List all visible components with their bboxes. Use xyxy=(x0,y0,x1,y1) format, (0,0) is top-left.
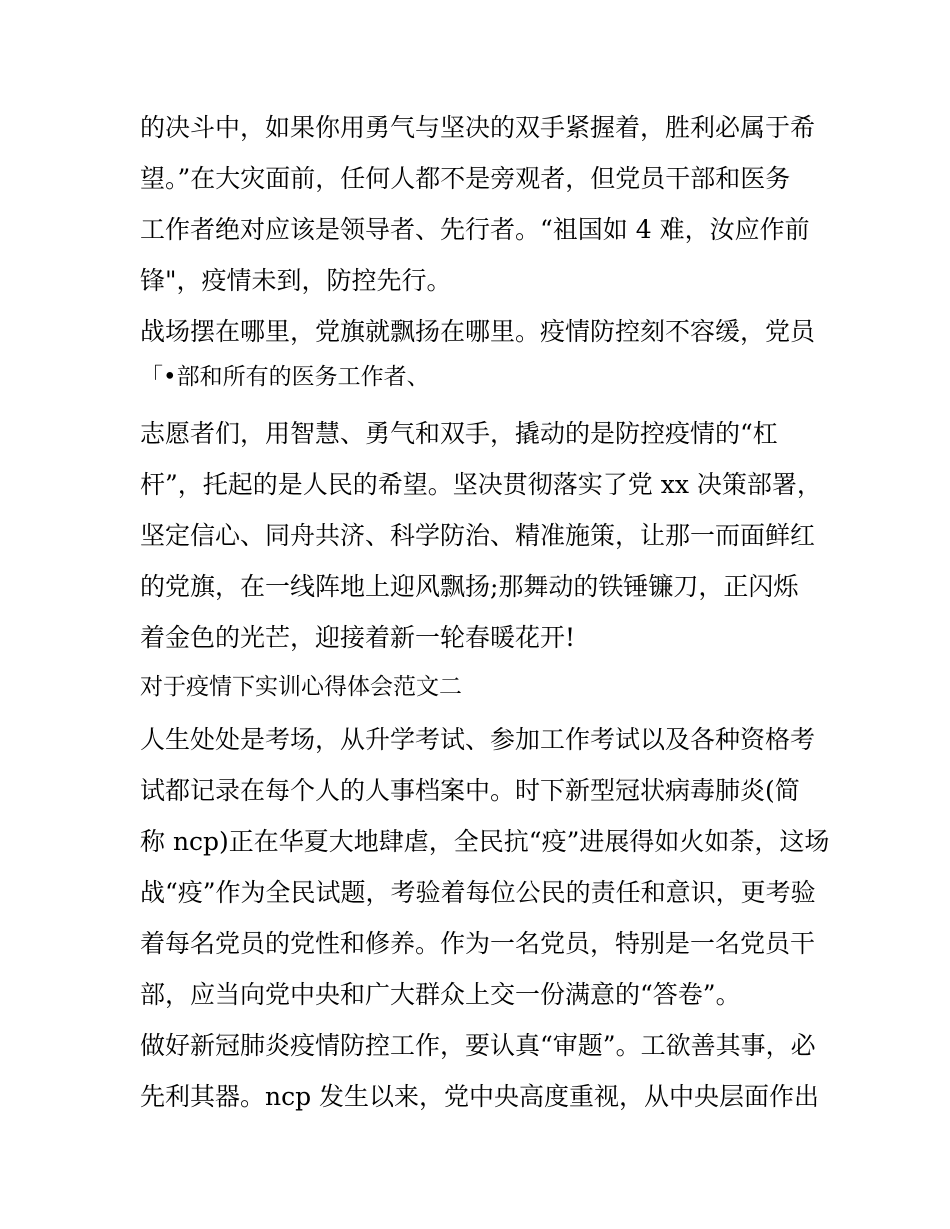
text-line-10: 的党旗，在一线阵地上迎风飘扬;那舞动的铁锤镰刀，正闪烁 xyxy=(140,572,799,601)
text-line-7: 志愿者们，用智慧、勇气和双手，撬动的是防控疫情的“杠 xyxy=(140,419,778,448)
text-line-2: 望。”在大灾面前，任何人都不是旁观者，但党员干部和医务 xyxy=(140,164,791,193)
text-line-14: 试都记录在每个人的人事档案中。时下新型冠状病毒肺炎(简 xyxy=(140,776,800,805)
text-line-9: 坚定信心、同舟共济、科学防治、精准施策，让那一而面鲜红 xyxy=(140,521,816,550)
text-line-3: 工作者绝对应该是领导者、先行者。“祖国如 4 难，汝应作前 xyxy=(140,215,810,244)
text-line-15: 称 ncp)正在华夏大地肆虐，全民抗“疫”进展得如火如荼，这场 xyxy=(140,827,830,856)
text-line-19: 做好新冠肺炎疫情防控工作，要认真“审题”。工欲善其事，必 xyxy=(140,1031,816,1060)
text-line-20: 先利其器。ncp 发生以来，党中央高度重视，从中央层面作出 xyxy=(140,1082,820,1111)
text-line-6: 「•部和所有的医务工作者、 xyxy=(140,364,430,390)
text-line-16: 战“疫”作为全民试题，考验着每位公民的责任和意识，更考验 xyxy=(140,878,816,907)
section-heading: 对于疫情下实训心得体会范文二 xyxy=(140,674,462,700)
text-line-8: 杆”，托起的是人民的希望。坚决贯彻落实了党 xx 决策部署， xyxy=(140,470,822,499)
text-line-11: 着金色的光芒，迎接着新一轮春暖花开! xyxy=(140,623,576,652)
text-line-17: 着每名党员的党性和修养。作为一名党员，特别是一名党员干 xyxy=(140,929,816,958)
text-line-5: 战场摆在哪里，党旗就飘扬在哪里。疫情防控刻不容缓，党员 xyxy=(140,317,816,346)
text-line-1: 的决斗中，如果你用勇气与坚决的双手紧握着，胜利必属于希 xyxy=(140,113,816,142)
text-line-18: 部，应当向党中央和广大群众上交一份满意的“答卷”。 xyxy=(140,980,741,1009)
text-line-13: 人生处处是考场，从升学考试、参加工作考试以及各种资格考 xyxy=(140,725,816,754)
text-line-4: 锋"，疫情未到，防控先行。 xyxy=(140,266,452,295)
